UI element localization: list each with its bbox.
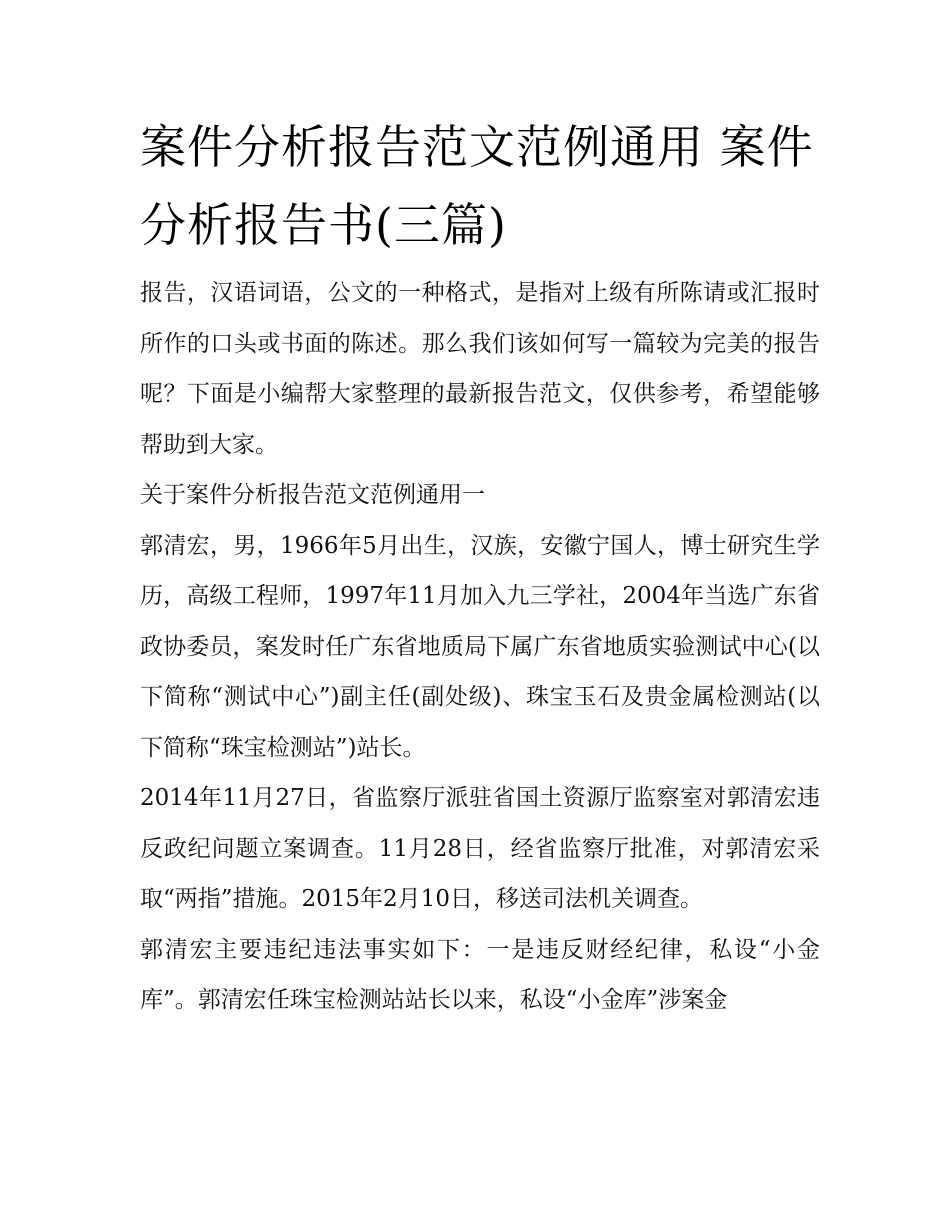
section-heading: 关于案件分析报告范文范例通用一 — [140, 482, 485, 508]
body-paragraph-investigation: 2014年11月27日，省监察厅派驻省国土资源厅监察室对郭清宏违反政纪问题立案调查。11月28日，经省监察厅批准，对郭清宏采取“两指”措施。2015年2月10日，移送司法机关调查。 — [140, 785, 820, 912]
document-body — [140, 108, 820, 1026]
body-paragraph-facts: 郭清宏主要违纪违法事实如下：一是违反财经纪律，私设“小金库”。郭清宏任珠宝检测站站长以来，私设“小金库”涉案金 — [140, 936, 820, 1013]
intro-paragraph: 报告，汉语词语，公文的一种格式，是指对上级有所陈请或汇报时所作的口头或书面的陈述。那么我们该如何写一篇较为完美的报告呢？下面是小编帮大家整理的最新报告范文，仅供参考，希望能够帮助到大家。 — [140, 280, 820, 458]
body-paragraph-profile: 郭清宏，男，1966年5月出生，汉族，安徽宁国人，博士研究生学历，高级工程师，1997年11月加入九三学社，2004年当选广东省政协委员，案发时任广东省地质局下属广东省地质实验测试中心(以下简称“测试中心”)副主任(副处级)、珠宝玉石及贵金属检测站(以下简称“珠宝检测站”)站长。 — [140, 532, 820, 761]
document-title: 案件分析报告范文范例通用 案件分析报告书(三篇) — [140, 120, 814, 252]
